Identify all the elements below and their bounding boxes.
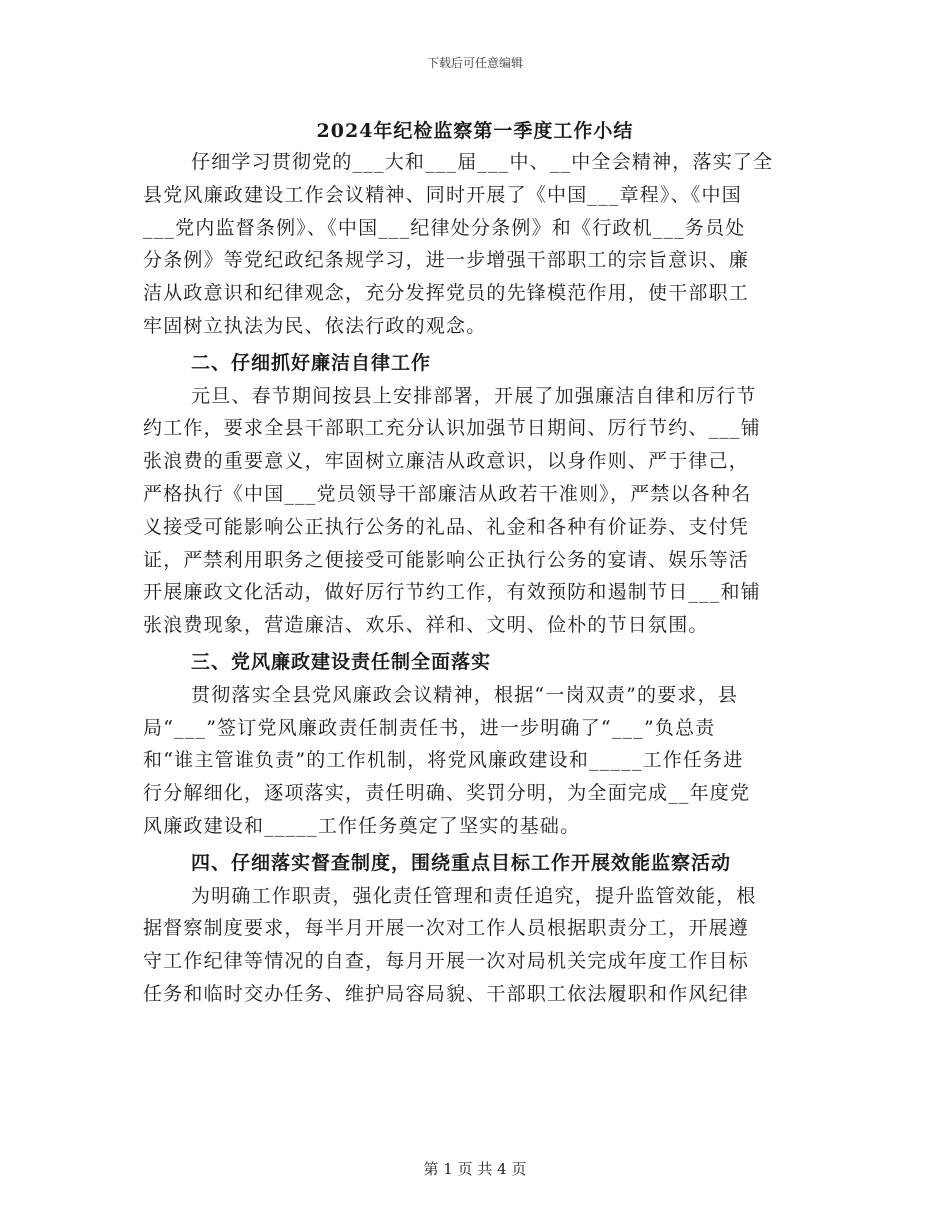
page-header-note: 下载后可任意编辑 [426, 56, 523, 70]
document-title: 2024年纪检监察第一季度工作小结 [316, 120, 634, 142]
body-text-line: 张浪费现象，营造廉洁、欢乐、祥和、文明、俭朴的节日氛围。 [143, 614, 709, 637]
body-text-line: 元旦、春节期间按县上安排部署，开展了加强廉洁自律和厉行节 [191, 384, 757, 407]
body-text-line: 为明确工作职责，强化责任管理和责任追究，提升监管效能，根 [191, 884, 757, 907]
section-heading: 三、党风廉政建设责任制全面落实 [191, 650, 492, 673]
body-text-line: 洁从政意识和纪律观念，充分发挥党员的先锋模范作用，使干部职工 [143, 282, 750, 305]
body-text-line: 证，严禁利用职务之便接受可能影响公正执行公务的宴请、娱乐等活 [143, 548, 750, 571]
body-text-line: 守工作纪律等情况的自查，每月开展一次对局机关完成年度工作目标 [143, 950, 750, 973]
body-text-line: 和“谁主管谁负责”的工作机制，将党风廉政建设和_____工作任务进 [143, 749, 744, 772]
section-heading: 二、仔细抓好廉洁自律工作 [191, 351, 432, 374]
body-text-line: 县党风廉政建设工作会议精神、同时开展了《中国___章程》、《中国 [143, 183, 742, 206]
body-text-line: 约工作，要求全县干部职工充分认识加强节日期间、厉行节约、___铺 [143, 417, 761, 440]
body-text-line: 贯彻落实全县党风廉政会议精神，根据“一岗双责”的要求，县 [191, 683, 739, 706]
body-text-line: 分条例》等党纪政纪条规学习，进一步增强干部职工的宗旨意识、廉 [143, 249, 750, 272]
page-number-footer: 第 1 页 共 4 页 [423, 1160, 527, 1178]
body-text-line: 开展廉政文化活动，做好厉行节约工作，有效预防和遏制节日___和铺 [143, 581, 761, 604]
body-text-line: 义接受可能影响公正执行公务的礼品、礼金和各种有价证券、支付凭 [143, 515, 750, 538]
body-text-line: 风廉政建设和_____工作任务奠定了坚实的基础。 [143, 814, 581, 837]
body-text-line: 严格执行《中国___党员领导干部廉洁从政若干准则》，严禁以各种名 [143, 482, 752, 505]
body-text-line: 任务和临时交办任务、维护局容局貌、干部职工依法履职和作风纪律 [143, 982, 750, 1005]
body-text-line: 局“___”签订党风廉政责任制责任书，进一步明确了“___”负总责 [143, 716, 716, 739]
body-text-line: 张浪费的重要意义，牢固树立廉洁从政意识，以身作则、严于律己， [143, 450, 750, 473]
body-text-line: ___党内监督条例》、《中国___纪律处分条例》和《行政机___务员处 [143, 216, 746, 239]
body-text-line: 牢固树立执法为民、依法行政的观念。 [143, 314, 487, 337]
body-text-line: 据督察制度要求，每半月开展一次对工作人员根据职责分工，开展遵 [143, 917, 750, 940]
section-heading: 四、仔细落实督查制度，围绕重点目标工作开展效能监察活动 [191, 851, 732, 874]
body-text-line: 行分解细化，逐项落实，责任明确、奖罚分明，为全面完成__年度党 [143, 782, 751, 805]
document-body [143, 146, 807, 1011]
body-text-line: 仔细学习贯彻党的___大和___届___中、__中全会精神，落实了全 [191, 151, 774, 173]
